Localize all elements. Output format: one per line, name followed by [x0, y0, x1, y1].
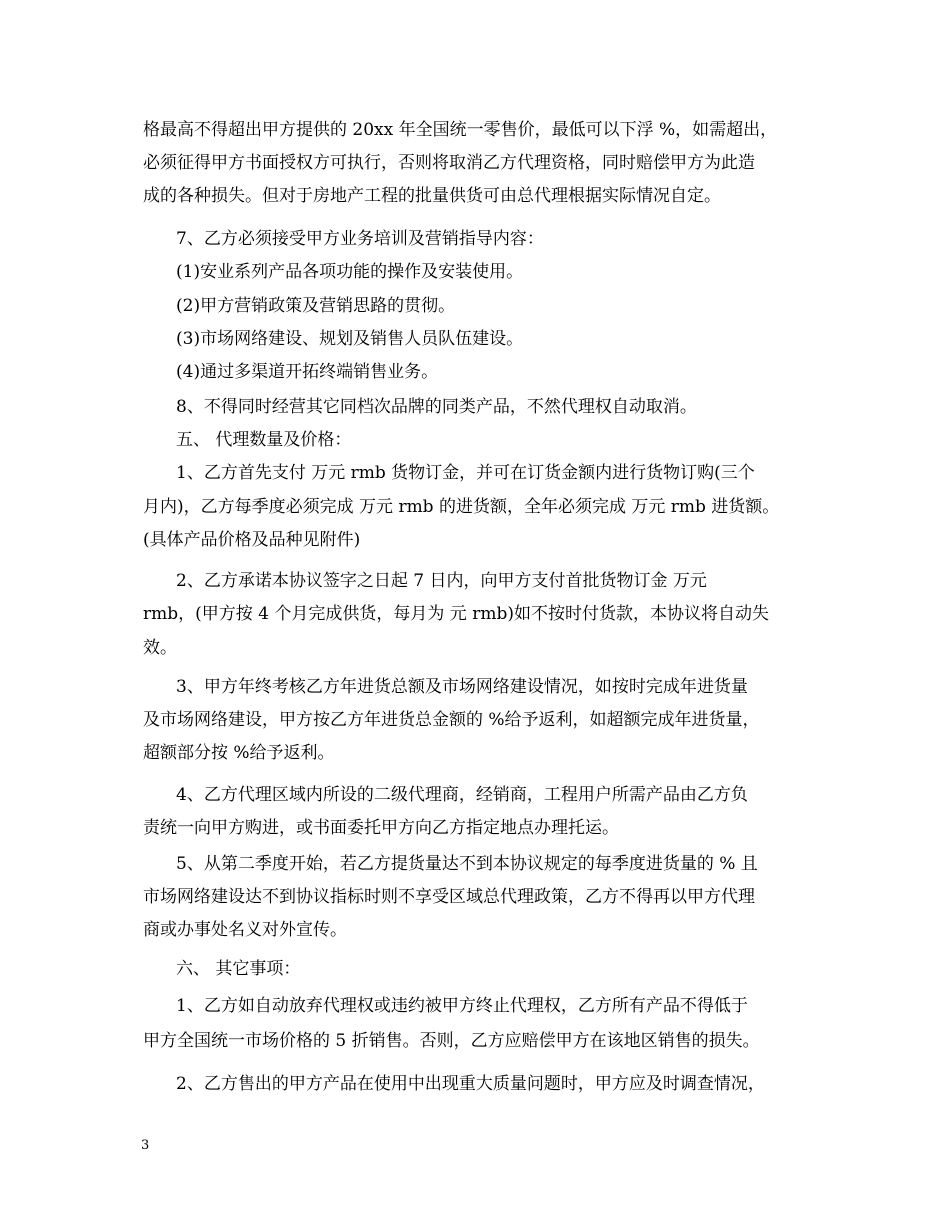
text-line: 5、从第二季度开始，若乙方提货量达不到本协议规定的每季度进货量的 % 且 [176, 854, 758, 874]
text-line: 4、乙方代理区域内所设的二级代理商，经销商，工程用户所需产品由乙方负 [176, 785, 748, 805]
text-line: 1、乙方首先支付 万元 rmb 货物订金，并可在订货金额内进行货物订购(三个 [176, 463, 755, 483]
text-line: 成的各种损失。但对于房地产工程的批量供货可由总代理根据实际情况自定。 [143, 186, 721, 206]
clause-8: 8、不得同时经营其它同档次品牌的同类产品，不然代理权自动取消。 [176, 397, 697, 417]
text-line: rmb，(甲方按 4 个月完成供货，每月为 元 rmb)如不按时付货款，本协议将自动失 [143, 604, 769, 624]
text-line: 超额部分按 %给予返利。 [143, 743, 335, 763]
text-line: 市场网络建设达不到协议指标时则不享受区域总代理政策，乙方不得再以甲方代理 [143, 887, 755, 907]
clause-7-heading: 7、乙方必须接受甲方业务培训及营销指导内容： [176, 229, 544, 249]
text-line: 3、甲方年终考核乙方年进货总额及市场网络建设情况，如按时完成年进货量 [176, 677, 748, 697]
section-heading-5: 五、 代理数量及价格： [176, 430, 352, 450]
page-number: 3 [141, 1138, 150, 1153]
text-line: 责统一向甲方购进，或书面委托甲方向乙方指定地点办理托运。 [143, 818, 619, 838]
text-line: 甲方全国统一市场价格的 5 折销售。否则，乙方应赔偿甲方在该地区销售的损失。 [143, 1031, 760, 1051]
section-heading-6: 六、 其它事项： [176, 959, 301, 979]
text-line: 商或办事处名义对外宣传。 [143, 920, 347, 940]
text-line: 1、乙方如自动放弃代理权或违约被甲方终止代理权，乙方所有产品不得低于 [176, 996, 748, 1016]
text-line: 必须征得甲方书面授权方可执行，否则将取消乙方代理资格，同时赔偿甲方为此造 [143, 153, 755, 173]
text-line: 2、乙方承诺本协议签字之日起 7 日内，向甲方支付首批货物订金 万元 [176, 571, 707, 591]
list-item: (1)安业系列产品各项功能的操作及安装使用。 [176, 262, 524, 282]
list-item: (4)通过多渠道开拓终端销售业务。 [176, 362, 439, 382]
text-line: 格最高不得超出甲方提供的 20xx 年全国统一零售价，最低可以下浮 %，如需超出， [143, 120, 778, 140]
list-item: (3)市场网络建设、规划及销售人员队伍建设。 [176, 329, 524, 349]
text-line: (具体产品价格及品种见附件) [143, 530, 361, 550]
text-line: 效。 [143, 638, 177, 658]
text-line: 月内)，乙方每季度必须完成 万元 rmb 的进货额，全年必须完成 万元 rmb 进货额。 [143, 497, 780, 517]
list-item: (2)甲方营销政策及营销思路的贯彻。 [176, 296, 456, 316]
text-line: 及市场网络建设，甲方按乙方年进货总金额的 %给予返利，如超额完成年进货量， [143, 710, 760, 730]
text-line: 2、乙方售出的甲方产品在使用中出现重大质量问题时，甲方应及时调查情况， [176, 1074, 765, 1094]
